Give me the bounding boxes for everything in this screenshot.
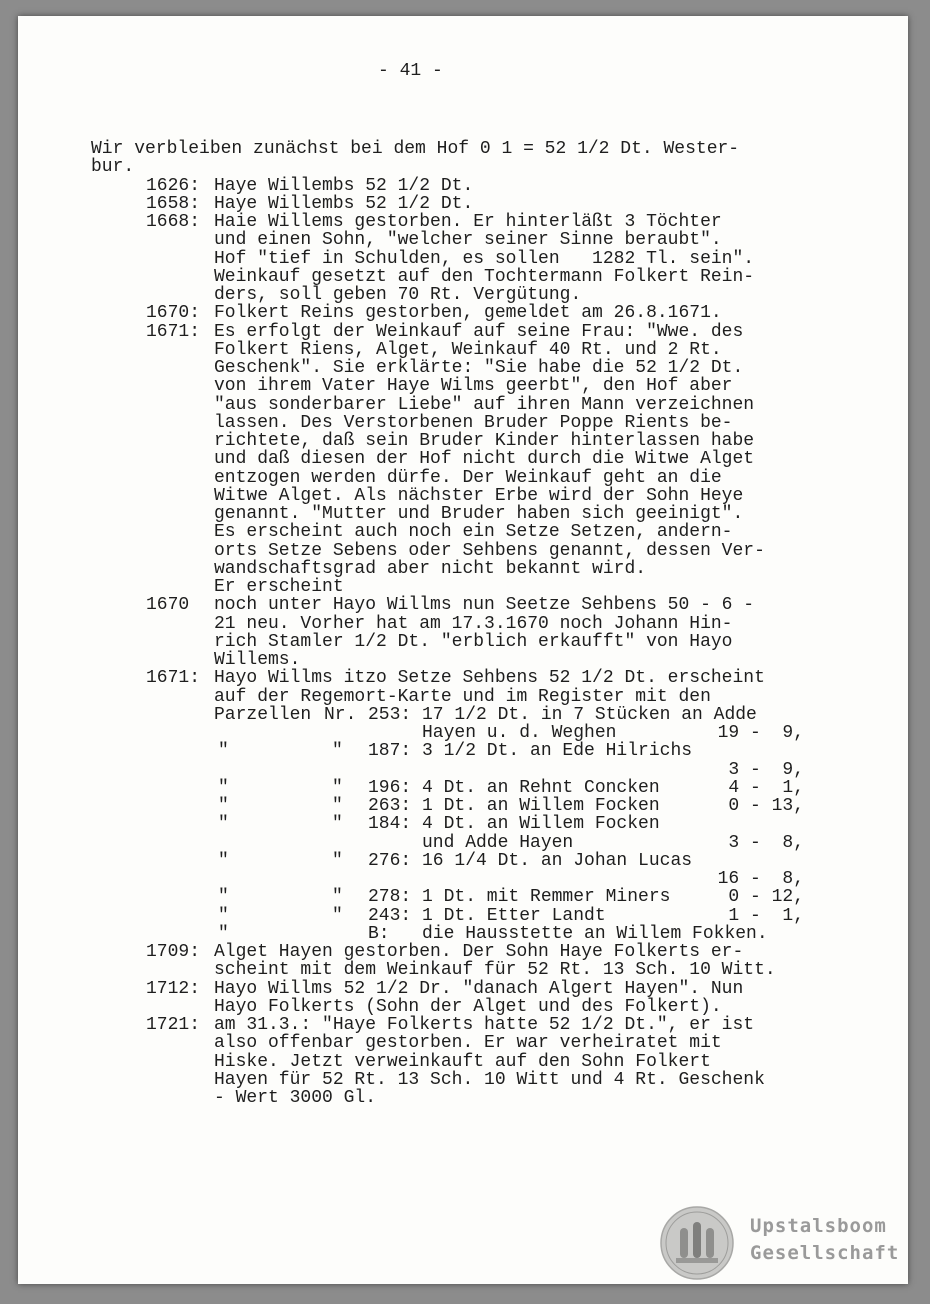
parcel-nr-label: ": [332, 741, 343, 762]
entry-text: Folkert Reins gestorben, gemeldet am 26.8.1671.: [214, 303, 722, 324]
parcel-description: 16 1/4 Dt. an Johan Lucas: [422, 850, 693, 871]
entry-text: Er erscheint: [214, 577, 344, 597]
entry-text: Alget Hayen gestorben. Der Sohn Haye Folkerts er-: [214, 942, 744, 962]
parcel-value: 19 - 9,: [717, 723, 805, 743]
entry-year: 1671:: [146, 668, 201, 689]
parcel-nr-label: ": [332, 796, 343, 816]
parcel-number: 187:: [368, 741, 412, 762]
parcel-value: 0 - 13,: [728, 796, 805, 816]
parcel-label: ": [218, 814, 229, 835]
parcel-nr-label: ": [332, 850, 343, 871]
parcel-nr-label: ": [332, 777, 343, 798]
parcel-description: 3 1/2 Dt. an Ede Hilrichs: [422, 741, 693, 762]
entry-text: am 31.3.: "Haye Folkerts hatte 52 1/2 Dt.", er ist: [214, 1015, 755, 1035]
entry-text: von ihrem Vater Haye Wilms geerbt", den Hof aber: [214, 376, 733, 397]
parcel-label: ": [218, 905, 229, 926]
entry-year: 1671:: [146, 321, 201, 342]
intro-line: bur.: [91, 157, 135, 178]
parcel-description: 17 1/2 Dt. in 7 Stücken an Adde: [422, 704, 757, 725]
parcel-description: 4 Dt. an Willem Focken: [422, 814, 660, 835]
parcel-description: 1 Dt. mit Remmer Miners: [422, 887, 671, 908]
entry-text: Willems.: [214, 650, 301, 670]
entry-text: Hayo Willms itzo Setze Sehbens 52 1/2 Dt. erscheint: [214, 668, 765, 689]
entry-text: Hayo Willms 52 1/2 Dr. "danach Algert Hayen". Nun: [214, 978, 744, 999]
entry-text: entzogen werden dürfe. Der Weinkauf geht an die: [214, 467, 722, 488]
entry-text: Hayen für 52 Rt. 13 Sch. 10 Witt und 4 Rt. Geschenk: [214, 1069, 765, 1090]
entry-year: 1712:: [146, 978, 201, 999]
parcel-label: ": [218, 923, 229, 944]
entry-text: noch unter Hayo Willms nun Seetze Sehbens 50 - 6 -: [214, 595, 755, 616]
parcel-label: ": [218, 777, 229, 798]
entry-text: und daß diesen der Hof nicht durch die Witwe Alget: [214, 449, 755, 470]
parcel-description: die Hausstette an Willem Fokken.: [422, 923, 768, 944]
parcel-label: ": [218, 850, 229, 871]
entry-text: Haye Willembs 52 1/2 Dt.: [214, 193, 474, 214]
entry-text: richtete, daß sein Bruder Kinder hinterlassen habe: [214, 431, 755, 451]
entry-text: Hof "tief in Schulden, es sollen 1282 Tl. sein".: [214, 248, 755, 269]
entry-text: - Wert 3000 Gl.: [214, 1088, 377, 1108]
entry-text: Hiske. Jetzt verweinkauft auf den Sohn Folkert: [214, 1051, 711, 1072]
parcel-value: 16 - 8,: [717, 869, 805, 889]
entry-text: orts Setze Sebens oder Sehbens genannt, dessen Ver-: [214, 540, 765, 561]
entry-text: 21 neu. Vorher hat am 17.3.1670 noch Johann Hin-: [214, 613, 733, 634]
parcel-number: 278:: [368, 887, 412, 908]
entry-year: 1709:: [146, 942, 201, 962]
society-seal-icon: [660, 1206, 734, 1280]
parcel-number: 276:: [368, 850, 412, 871]
entry-text: auf der Regemort-Karte und im Register mit den: [214, 686, 711, 707]
entry-text: Haye Willembs 52 1/2 Dt.: [214, 175, 474, 196]
parcel-value: 3 - 9,: [728, 759, 805, 780]
parcel-label: Parzellen: [214, 704, 312, 725]
parcel-value: 0 - 12,: [728, 887, 805, 908]
entry-text: Weinkauf gesetzt auf den Tochtermann Folkert Rein-: [214, 266, 755, 287]
entry-text: also offenbar gestorben. Er war verheiratet mit: [214, 1033, 722, 1054]
entry-text: lassen. Des Verstorbenen Bruder Poppe Rients be-: [214, 412, 733, 433]
parcel-description: 4 Dt. an Rehnt Concken: [422, 777, 660, 798]
parcel-value: 1 - 1,: [728, 905, 805, 926]
page-number: - 41 -: [378, 61, 443, 81]
parcel-number: 253:: [368, 704, 412, 725]
entry-text: scheint mit dem Weinkauf für 52 Rt. 13 Sch. 10 Witt.: [214, 960, 776, 981]
watermark-line-2: Gesellschaft: [750, 1242, 900, 1264]
entry-text: Es erscheint auch noch ein Setze Setzen, andern-: [214, 522, 733, 543]
parcel-description: und Adde Hayen: [422, 832, 574, 853]
entry-text: Witwe Alget. Als nächster Erbe wird der Sohn Heye: [214, 485, 744, 506]
entry-year: 1668:: [146, 212, 201, 232]
parcel-number: B:: [368, 923, 390, 944]
entry-text: rich Stamler 1/2 Dt. "erblich erkaufft" von Hayo: [214, 631, 733, 652]
entry-text: Geschenk". Sie erklärte: "Sie habe die 52 1/2 Dt.: [214, 358, 744, 378]
parcel-description: 1 Dt. an Willem Focken: [422, 796, 660, 816]
entry-text: genannt. "Mutter und Bruder haben sich geeinigt".: [214, 504, 744, 524]
parcel-value: 4 - 1,: [728, 777, 805, 798]
entry-year: 1721:: [146, 1015, 201, 1035]
parcel-label: ": [218, 741, 229, 762]
parcel-description: 1 Dt. Etter Landt: [422, 905, 606, 926]
entry-text: Es erfolgt der Weinkauf auf seine Frau: "Wwe. des: [214, 321, 744, 342]
intro-line: Wir verbleiben zunächst bei dem Hof 0 1 = 52 1/2 Dt. Wester-: [91, 139, 740, 159]
document-page: [18, 16, 908, 1284]
parcel-number: 263:: [368, 796, 412, 816]
parcel-description: Hayen u. d. Weghen: [422, 723, 617, 743]
parcel-nr-label: ": [332, 905, 343, 926]
parcel-label: ": [218, 887, 229, 908]
entry-text: Folkert Riens, Alget, Weinkauf 40 Rt. und 2 Rt.: [214, 339, 722, 360]
entry-year: 1670: [146, 595, 190, 616]
entry-year: 1670:: [146, 303, 201, 324]
parcel-nr-label: ": [332, 887, 343, 908]
entry-text: ders, soll geben 70 Rt. Vergütung.: [214, 285, 582, 305]
entry-text: wandschaftsgrad aber nicht bekannt wird.: [214, 558, 647, 579]
entry-text: Haie Willems gestorben. Er hinterläßt 3 Töchter: [214, 212, 722, 232]
parcel-number: 196:: [368, 777, 412, 798]
entry-text: und einen Sohn, "welcher seiner Sinne beraubt".: [214, 230, 722, 251]
entry-text: Hayo Folkerts (Sohn der Alget und des Folkert).: [214, 996, 722, 1017]
parcel-label: ": [218, 796, 229, 816]
entry-year: 1658:: [146, 193, 201, 214]
entry-year: 1626:: [146, 175, 201, 196]
watermark-line-1: Upstalsboom: [750, 1215, 887, 1237]
parcel-nr-label: ": [332, 814, 343, 835]
parcel-value: 3 - 8,: [728, 832, 805, 853]
parcel-nr-label: Nr.: [324, 704, 357, 725]
entry-text: "aus sonderbarer Liebe" auf ihren Mann verzeichnen: [214, 394, 755, 415]
parcel-number: 184:: [368, 814, 412, 835]
parcel-number: 243:: [368, 905, 412, 926]
